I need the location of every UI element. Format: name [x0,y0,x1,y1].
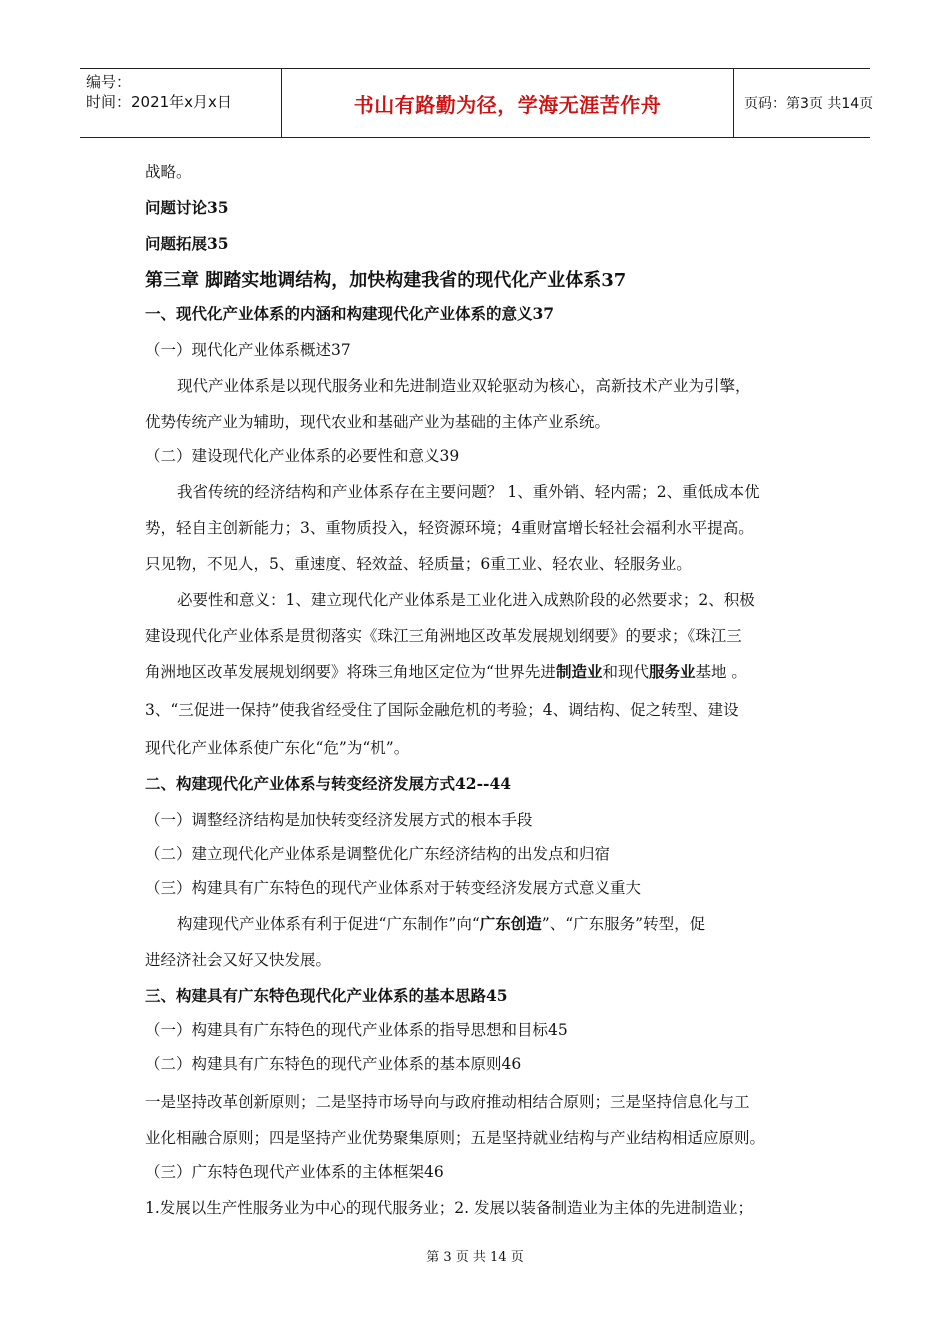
paragraph-line: 现代产业体系是以现代服务业和先进制造业双轮驱动为核心，高新技术产业为引擎， [177,377,751,395]
paragraph-line: 只见物，不见人，5、重速度、轻效益、轻质量；6重工业、轻农业、轻服务业。 [145,555,692,573]
header-meta-cell [80,69,282,137]
motto-text: 书山有路勤为径，学海无涯苦作舟 [353,92,662,117]
subsection-heading: （二）建设现代化产业体系的必要性和意义39 [145,447,460,465]
paragraph-line: 业化相融合原则；四是坚持产业优势聚集原则；五是坚持就业结构与产业结构相适应原则。 [145,1129,766,1147]
text-run: 和现代 [602,663,649,681]
paragraph-line [145,660,747,682]
page-header [80,68,874,138]
paragraph-line: 我省传统的经济结构和产业体系存在主要问题？ 1、重外销、轻内需；2、重低成本优 [177,483,760,501]
text-run: 基地 。 [695,663,747,681]
subsection-heading: （二）构建具有广东特色的现代产业体系的基本原则46 [145,1055,522,1073]
paragraph-line: 一是坚持改革创新原则；二是坚持市场导向与政府推动相结合原则；三是坚持信息化与工 [145,1093,750,1111]
chapter-heading: 第三章 脚踏实地调结构，加快构建我省的现代化产业体系37 [145,270,627,291]
section-heading: 二、构建现代化产业体系与转变经济发展方式42--44 [145,774,512,793]
emphasis-text: 制造业 [555,662,603,681]
text-run: 构建现代产业体系有利于促进“广东制作”向“ [177,915,480,933]
paragraph-line: 必要性和意义：1、建立现代化产业体系是工业化进入成熟阶段的必然要求；2、积极 [177,591,755,609]
text-run: ”、“广东服务”转型，促 [541,915,706,933]
paragraph-line: 优势传统产业为辅助，现代农业和基础产业为基础的主体产业系统。 [145,413,611,431]
section-heading: 一、现代化产业体系的内涵和构建现代化产业体系的意义37 [145,304,555,323]
subsection-heading: （二）建立现代化产业体系是调整优化广东经济结构的出发点和归宿 [145,845,611,863]
paragraph-line: 战略。 [145,163,192,181]
emphasis-text: 服务业 [648,662,696,681]
paragraph-line: 进经济社会又好又快发展。 [145,951,332,969]
header-page-cell [734,69,874,137]
header-motto-cell [282,69,734,137]
section-heading: 问题讨论35 [145,198,229,217]
number-label: 编号： [86,73,132,91]
text-run: 角洲地区改革发展规划纲要》将珠三角地区定位为“世界先进 [145,663,556,681]
subsection-heading: （三）广东特色现代产业体系的主体框架46 [145,1163,444,1181]
subsection-heading: （一）现代化产业体系概述37 [145,341,351,359]
section-heading: 问题拓展35 [145,234,229,253]
paragraph-line: 1.发展以生产性服务业为中心的现代服务业；2. 发展以装备制造业为主体的先进制造业； [145,1199,754,1217]
emphasis-text: 广东创造 [479,914,542,933]
paragraph-line: 建设现代化产业体系是贯彻落实《珠江三角洲地区改革发展规划纲要》的要求；《珠江三 [145,627,742,645]
subsection-heading: （三）构建具有广东特色的现代产业体系对于转变经济发展方式意义重大 [145,879,642,897]
paragraph-line: 势，轻自主创新能力；3、重物质投入，轻资源环境；4重财富增长轻社会福利水平提高。 [145,519,754,537]
paragraph-line: 3、“三促进一保持”使我省经受住了国际金融危机的考验；4、调结构、促之转型、建设 [145,701,739,719]
time-label: 时间：2021年x月x日 [86,93,232,111]
page-number-label: 页码：第3页 共14页 [744,96,874,112]
subsection-heading: （一）调整经济结构是加快转变经济发展方式的根本手段 [145,811,533,829]
paragraph-line [177,912,705,934]
page-footer: 第 3 页 共 14 页 [426,1250,524,1265]
section-heading: 三、构建具有广东特色现代化产业体系的基本思路45 [145,986,508,1005]
subsection-heading: （一）构建具有广东特色的现代产业体系的指导思想和目标45 [145,1021,568,1039]
paragraph-line: 现代化产业体系使广东化“危”为“机”。 [145,739,410,757]
